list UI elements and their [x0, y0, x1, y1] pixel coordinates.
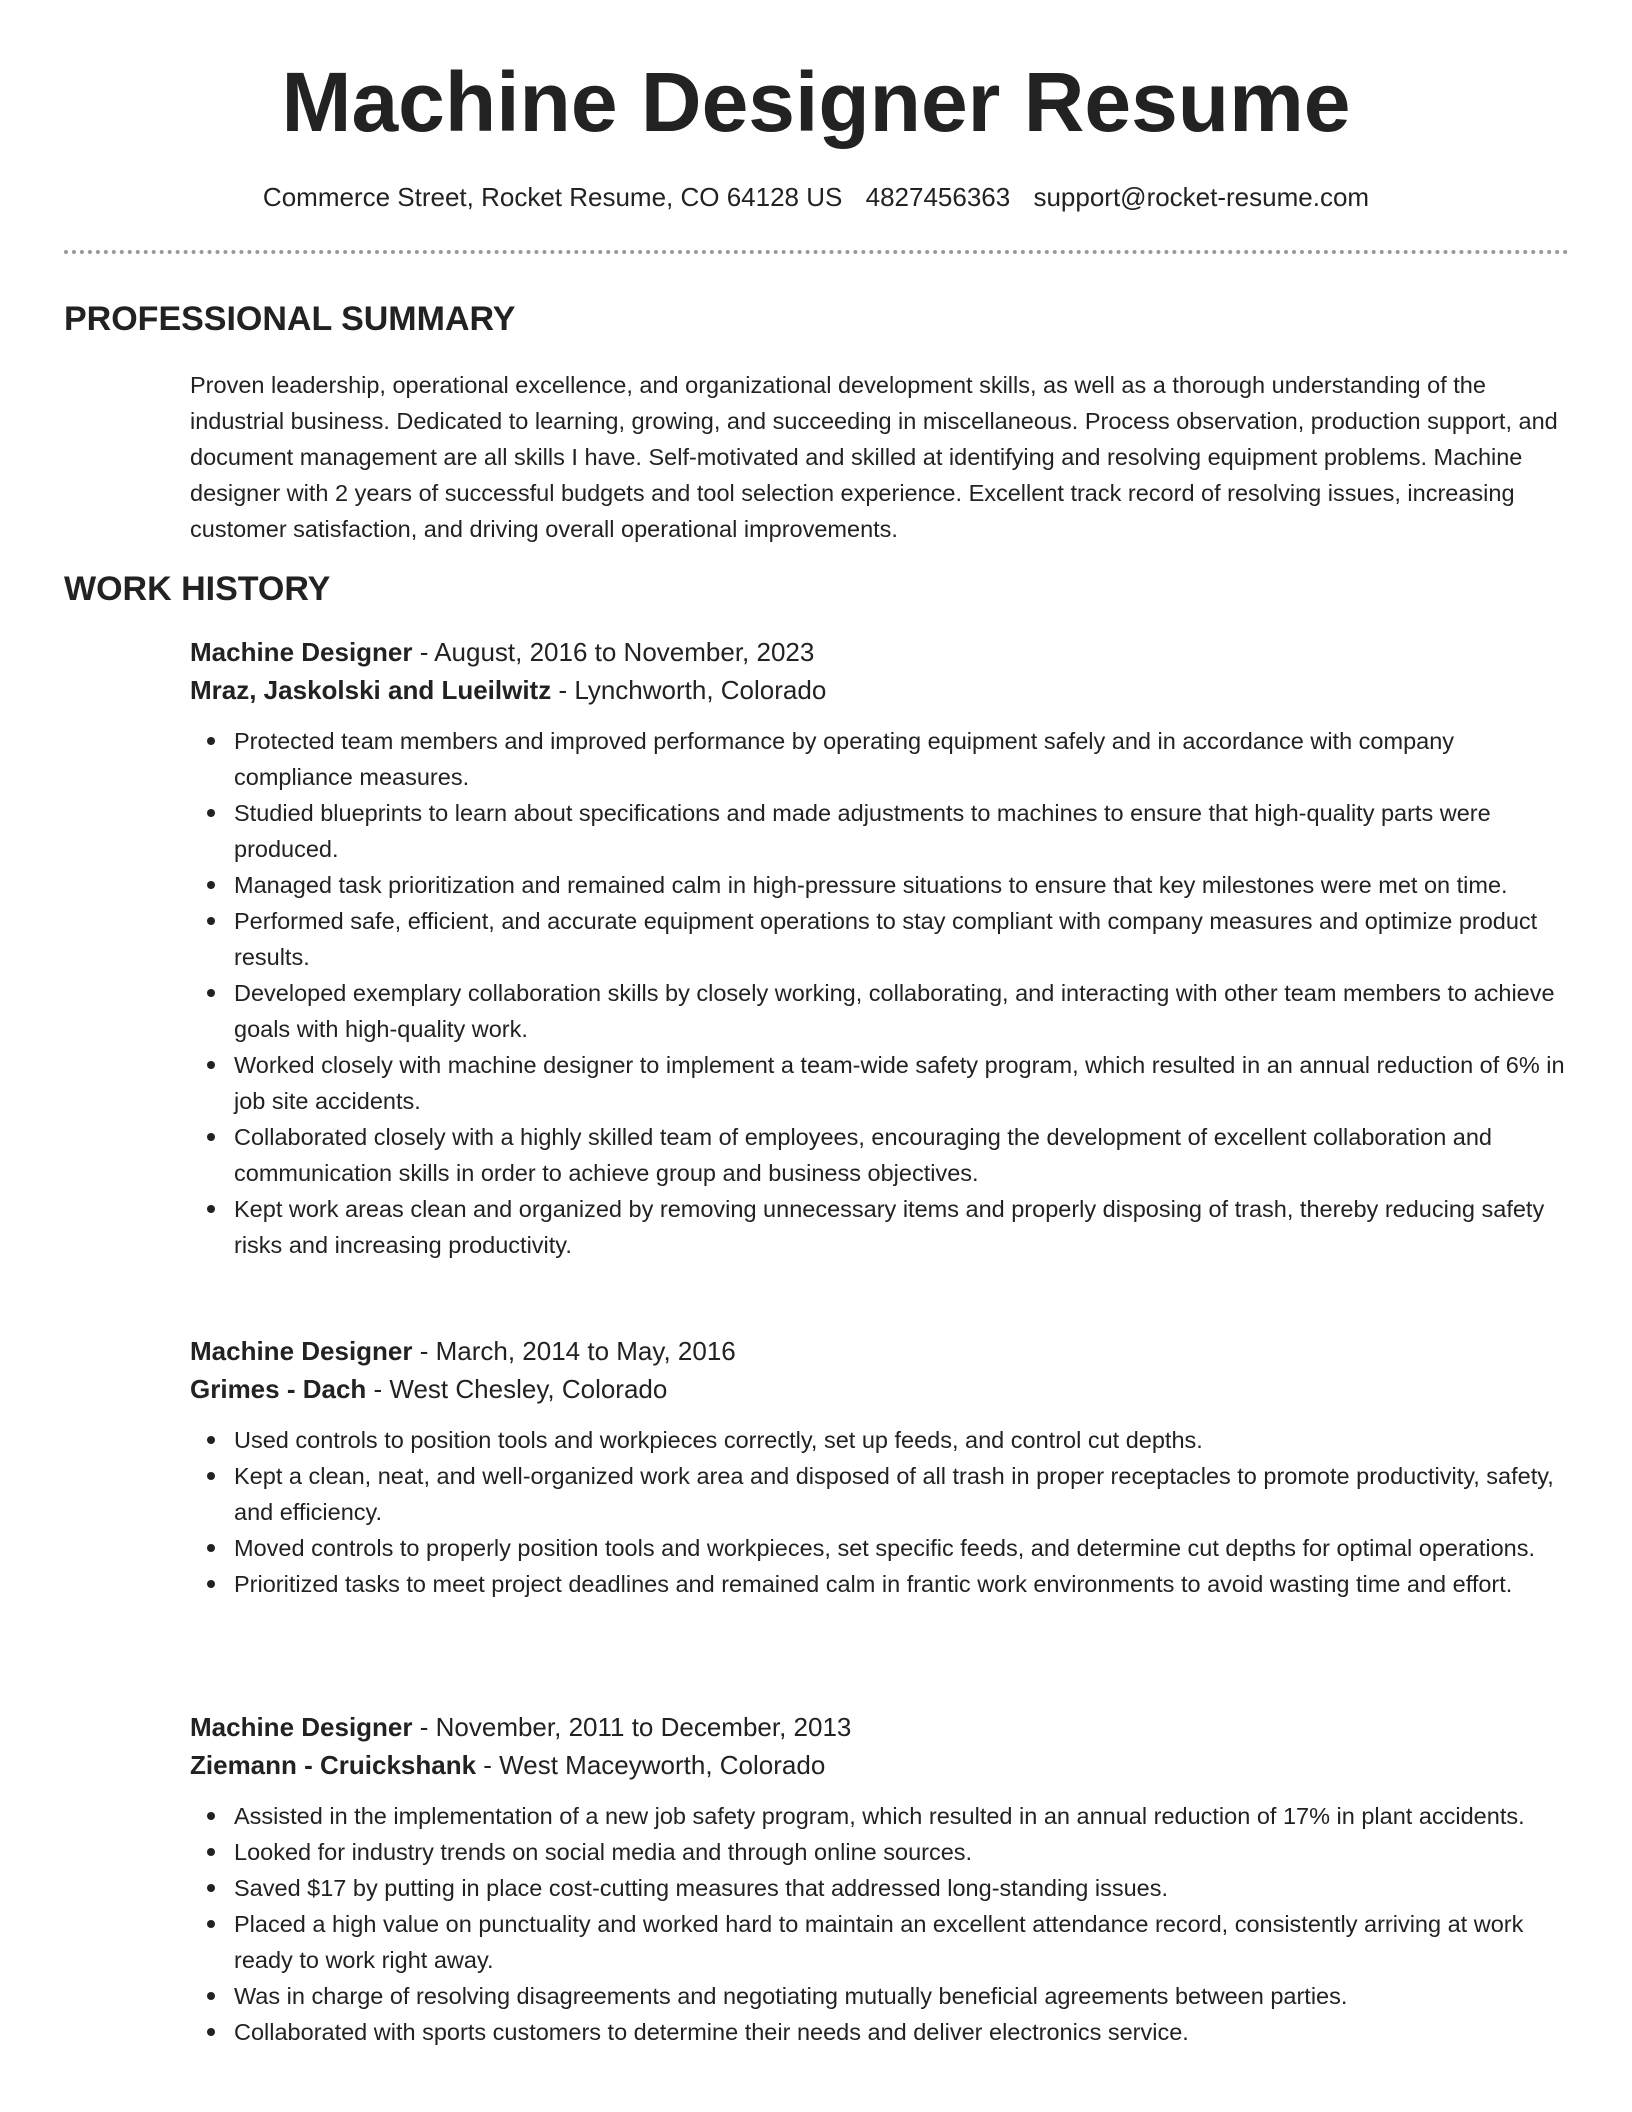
job-title-line — [190, 1332, 1575, 1370]
contact-line — [0, 180, 1632, 214]
job-dates: - August, 2016 to November, 2023 — [412, 637, 815, 667]
job-dates: - March, 2014 to May, 2016 — [412, 1336, 736, 1366]
job-company: Mraz, Jaskolski and Lueilwitz — [190, 675, 552, 705]
job-entry — [190, 1332, 1575, 1602]
job-company-line — [190, 1370, 1575, 1408]
job-title: Machine Designer — [190, 1712, 413, 1742]
job-entry — [190, 1708, 1575, 2050]
resume-title: Machine Designer Resume — [281, 55, 1351, 149]
summary-text: Proven leadership, operational excellence, and organizational development skills, as well as a thorough understanding of the industrial business. Dedicated to learning, growing, and succeeding in miscellaneous. Process observation, production support, and document management are all skills I have. Self-motivated and skilled at identifying and resolving equipment problems. Machine designer with 2 years of successful budgets and tool selection experience. Excellent track record of resolving issues, increasing customer satisfaction, and driving overall operational improvements. — [190, 372, 1558, 542]
job-bullet: Moved controls to properly position tools and workpieces, set specific feeds, and determine cut depths for optimal operations. — [234, 1530, 1575, 1566]
job-title-line — [190, 633, 1575, 671]
job-bullets — [190, 723, 1575, 1263]
contact-address: Commerce Street, Rocket Resume, CO 64128 US — [262, 182, 843, 212]
job-title-line — [190, 1708, 1575, 1746]
header-divider — [64, 250, 1569, 254]
job-company-line — [190, 1746, 1575, 1784]
work-history-heading: WORK HISTORY — [64, 570, 331, 608]
job-bullet: Collaborated closely with a highly skilled team of employees, encouraging the development of excellent collaboration and communication skills in order to achieve group and business objectives. — [234, 1119, 1575, 1191]
job-bullet: Developed exemplary collaboration skills by closely working, collaborating, and interacting with other team members to achieve goals with high-quality work. — [234, 975, 1575, 1047]
job-bullet: Protected team members and improved performance by operating equipment safely and in accordance with company compliance measures. — [234, 723, 1575, 795]
job-title: Machine Designer — [190, 637, 413, 667]
job-bullets — [190, 1798, 1575, 2050]
job-company: Ziemann - Cruickshank — [190, 1750, 477, 1780]
job-bullet: Studied blueprints to learn about specifications and made adjustments to machines to ensure that high-quality parts were produced. — [234, 795, 1575, 867]
job-bullet: Managed task prioritization and remained calm in high-pressure situations to ensure that key milestones were met on time. — [234, 867, 1575, 903]
job-entry — [190, 633, 1575, 1263]
job-company: Grimes - Dach — [190, 1374, 367, 1404]
job-bullet: Prioritized tasks to meet project deadlines and remained calm in frantic work environments to avoid wasting time and effort. — [234, 1566, 1575, 1602]
job-bullets — [190, 1422, 1575, 1602]
job-bullet: Was in charge of resolving disagreements and negotiating mutually beneficial agreements between parties. — [234, 1978, 1575, 2014]
job-dates: - November, 2011 to December, 2013 — [412, 1712, 852, 1742]
job-bullet: Performed safe, efficient, and accurate equipment operations to stay compliant with company measures and optimize product results. — [234, 903, 1575, 975]
job-bullet: Used controls to position tools and workpieces correctly, set up feeds, and control cut depths. — [234, 1422, 1575, 1458]
job-bullet: Collaborated with sports customers to determine their needs and deliver electronics service. — [234, 2014, 1575, 2050]
job-bullet: Kept work areas clean and organized by removing unnecessary items and properly disposing of trash, thereby reducing safety risks and increasing productivity. — [234, 1191, 1575, 1263]
job-location: - Lynchworth, Colorado — [551, 675, 827, 705]
job-bullet: Assisted in the implementation of a new job safety program, which resulted in an annual reduction of 17% in plant accidents. — [234, 1798, 1575, 1834]
contact-phone: 4827456363 — [865, 182, 1011, 212]
summary-heading: PROFESSIONAL SUMMARY — [64, 300, 516, 338]
job-title: Machine Designer — [190, 1336, 413, 1366]
job-bullet: Looked for industry trends on social media and through online sources. — [234, 1834, 1575, 1870]
contact-email: support@rocket-resume.com — [1033, 182, 1370, 212]
job-location: - West Maceyworth, Colorado — [476, 1750, 826, 1780]
job-company-line — [190, 671, 1575, 709]
job-location: - West Chesley, Colorado — [366, 1374, 668, 1404]
job-bullet: Kept a clean, neat, and well-organized work area and disposed of all trash in proper receptacles to promote productivity, safety, and efficiency. — [234, 1458, 1575, 1530]
job-bullet: Worked closely with machine designer to implement a team-wide safety program, which resulted in an annual reduction of 6% in job site accidents. — [234, 1047, 1575, 1119]
job-bullet: Saved $17 by putting in place cost-cutting measures that addressed long-standing issues. — [234, 1870, 1575, 1906]
job-bullet: Placed a high value on punctuality and worked hard to maintain an excellent attendance record, consistently arriving at work ready to work right away. — [234, 1906, 1575, 1978]
